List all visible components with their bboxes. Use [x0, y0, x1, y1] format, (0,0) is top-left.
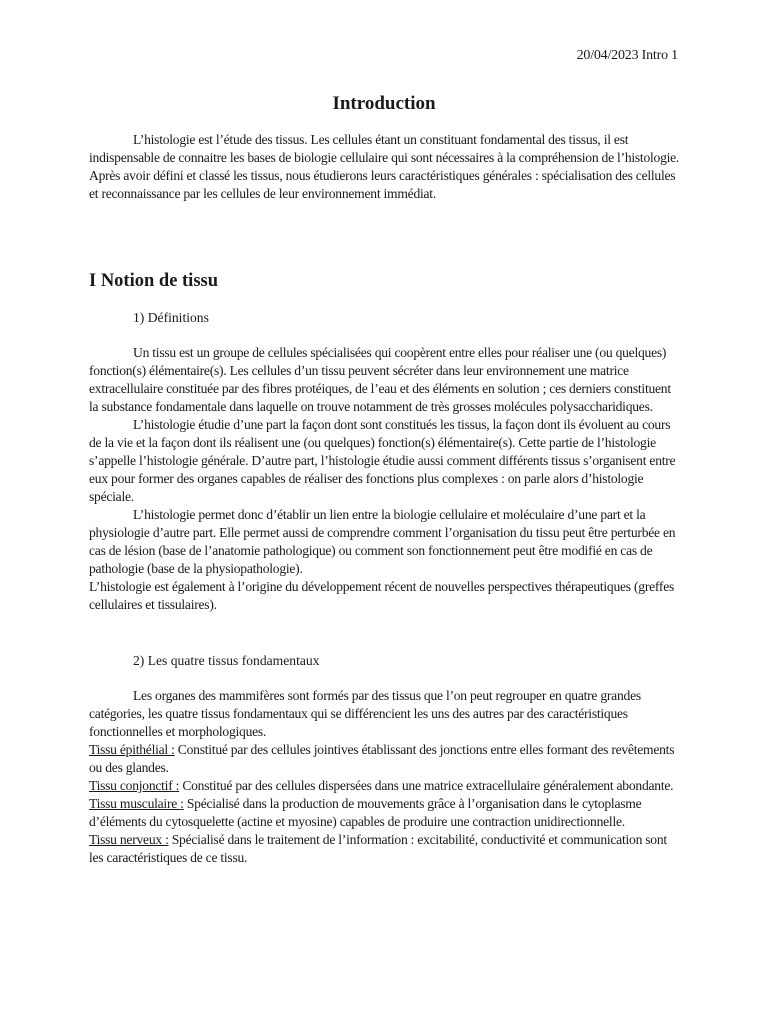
date-reference: 20/04/2023 Intro 1	[576, 48, 678, 63]
intro-paragraph: L’histologie est l’étude des tissus. Les cellules étant un constituant fondamental des tissus, il est indispensable de connaitre les bases de biologie cellulaire qui sont nécessaires à la compréhension de l’histologie. Après avoir défini et classé les tissus, nous étudierons leurs caractéristiques générales : spécialisation des cellules et reconnaissance par les cellules de leur environnement immédiat.	[89, 132, 680, 201]
tissue-item	[89, 741, 683, 777]
tissue-term: Tissu musculaire	[89, 796, 181, 811]
intro-paragraph-block	[89, 131, 683, 203]
tissue-description: Spécialisé dans la production de mouvements grâce à l’organisation dans le cytoplasme d’éléments du cytosquelette (actine et myosine) capables de produire une contraction unidirectionnelle.	[89, 796, 642, 829]
tissue-term-colon: :	[180, 796, 184, 811]
subsection-heading-four-tissues: 2) Les quatre tissus fondamentaux	[133, 653, 320, 668]
tissue-item	[89, 795, 683, 831]
four-tissues-block	[89, 687, 683, 867]
tissue-description: Constitué par des cellules jointives établissant des jonctions entre elles formant des revêtements ou des glandes.	[89, 742, 675, 775]
tissue-term-colon: :	[175, 778, 180, 793]
definitions-block	[89, 344, 683, 614]
tissue-description: Constitué par des cellules dispersées dans une matrice extracellulaire généralement abondante.	[179, 778, 674, 793]
tissue-description: Spécialisé dans le traitement de l’information : excitabilité, conductivité et communication sont les caractéristiques de ce tissu.	[89, 832, 667, 865]
definitions-paragraph-1: Un tissu est un groupe de cellules spécialisées qui coopèrent entre elles pour réaliser une (ou quelques) fonction(s) élémentaire(s). Les cellules d’un tissu peuvent sécréter dans leur environnement une matrice extracellulaire constituée par des fibres protéiques, de l’eau et des éléments en solution ; ces derniers constituent la substance fondamentale dans laquelle on trouve notamment de très grosses molécules polysaccharidiques.	[89, 345, 671, 414]
tissue-term: Tissu conjonctif	[89, 778, 176, 793]
tissue-term: Tissu épithélial	[89, 742, 172, 757]
definitions-paragraph-2: L’histologie étudie d’une part la façon dont sont constitués les tissus, la façon dont ils évoluent au cours de la vie et la façon dont ils réalisent une (ou quelques) fonction(s) élémentaire(s). Cette partie de l’histologie s’appelle l’histologie générale. D’autre part, l’histologie étudie aussi comment différents tissus s’organisent entre eux pour former des organes capables de réaliser des fonctions plus complexes : on parle alors d’histologie spéciale.	[89, 417, 676, 504]
subsection-heading-definitions: 1) Définitions	[133, 310, 209, 325]
section-title: I Notion de tissu	[89, 271, 219, 291]
tissue-term-colon: :	[165, 832, 169, 847]
page-title: Introduction	[332, 93, 436, 114]
tissue-item	[89, 831, 683, 867]
tissue-term-colon: :	[171, 742, 175, 757]
four-tissues-intro: Les organes des mammifères sont formés par des tissus que l’on peut regrouper en quatre grandes catégories, les quatre tissus fondamentaux qui se différencient les uns des autres par des caractéristiques fonctionnelles et morphologiques.	[89, 688, 641, 739]
tissue-item	[89, 777, 683, 795]
definitions-paragraph-4: L’histologie est également à l’origine du développement récent de nouvelles perspectives thérapeutiques (greffes cellulaires et tissulaires).	[89, 579, 675, 612]
definitions-paragraph-3: L’histologie permet donc d’établir un lien entre la biologie cellulaire et moléculaire d’une part et la physiologie d’autre part. Elle permet aussi de comprendre comment l’organisation du tissu peut être perturbée en cas de lésion (base de l’anatomie pathologique) ou comment son fonctionnement peut être modifié en cas de pathologie (base de la physiopathologie).	[89, 507, 676, 576]
tissue-term: Tissu nerveux	[89, 832, 166, 847]
